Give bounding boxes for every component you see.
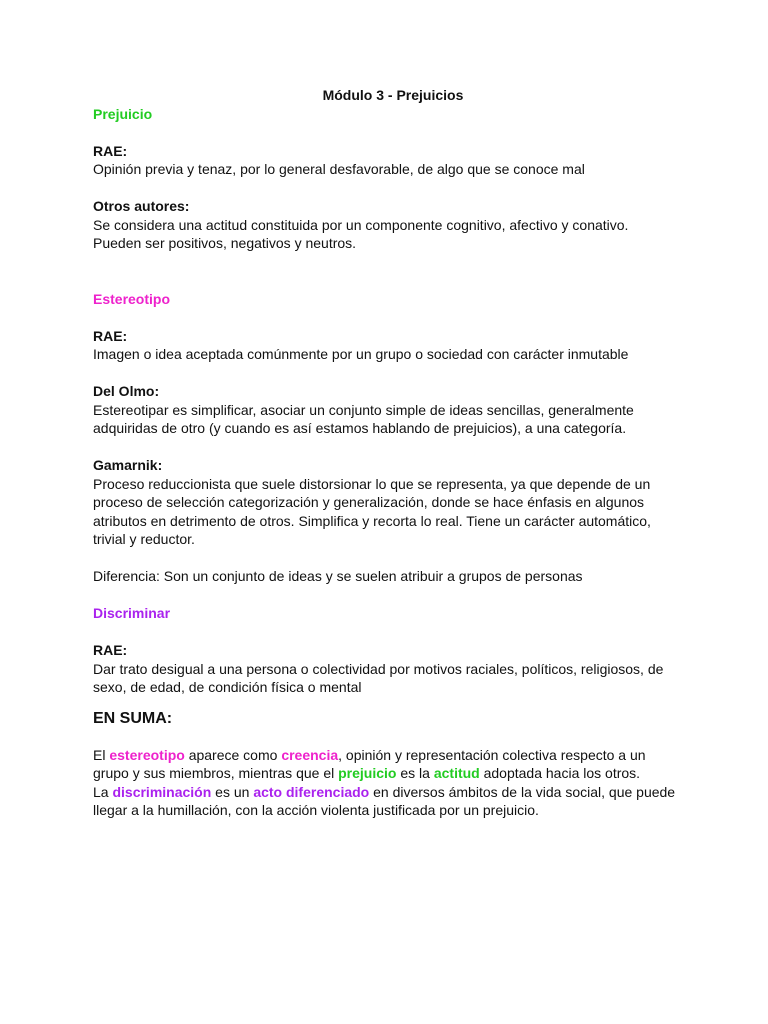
suma-line: La discriminación es un acto diferenciado en diversos ámbitos de la vida social, que puede: [93, 783, 676, 800]
estereotipo-olmo-line: Estereotipar es simplificar, asociar un conjunto simple de ideas sencillas, generalmente: [93, 401, 634, 418]
kw-acto-diferenciado: acto diferenciado: [253, 783, 370, 800]
heading-prejuicio: Prejuicio: [93, 105, 153, 122]
discriminar-rae-line: Dar trato desigual a una persona o colectividad por motivos raciales, políticos, religiosos, de: [93, 660, 664, 677]
kw-creencia: creencia: [281, 746, 339, 763]
discriminar-rae-label: RAE:: [93, 642, 128, 658]
estereotipo-olmo-label: Del Olmo:: [93, 383, 160, 399]
discriminar-rae-line: sexo, de edad, de condición física o mental: [93, 679, 362, 695]
estereotipo-gamarnik-line: trivial y reductor.: [93, 531, 195, 547]
estereotipo-rae-label: RAE:: [93, 327, 128, 344]
document-body: [93, 86, 693, 820]
heading-discriminar: Discriminar: [93, 605, 171, 621]
prejuicio-rae-text: Opinión previa y tenaz, por lo general desfavorable, de algo que se conoce mal: [93, 161, 585, 177]
estereotipo-olmo-line: adquiridas de otro (y cuando es así estamos hablando de prejuicios), a una categoría.: [93, 420, 627, 436]
kw-discriminacion: discriminación: [112, 783, 212, 800]
estereotipo-gamarnik-line: atributos en detrimento de otros. Simplifica y recorta lo real. Tiene un carácter automático,: [93, 512, 651, 529]
prejuicio-otros-label: Otros autores:: [93, 198, 190, 214]
estereotipo-gamarnik-label: Gamarnik:: [93, 457, 163, 473]
estereotipo-diferencia: Diferencia: Son un conjunto de ideas y se suelen atribuir a grupos de personas: [93, 568, 583, 584]
prejuicio-otros-line: Se considera una actitud constituida por un componente cognitivo, afectivo y conativo.: [93, 216, 629, 233]
suma-line: grupo y sus miembros, mientras que el prejuicio es la actitud adoptada hacia los otros.: [93, 765, 641, 781]
kw-prejuicio: prejuicio: [338, 765, 397, 781]
prejuicio-otros-line: Pueden ser positivos, negativos y neutros.: [93, 235, 357, 251]
heading-estereotipo: Estereotipo: [93, 290, 171, 307]
page-title: Módulo 3 - Prejuicios: [322, 87, 464, 103]
estereotipo-rae-text: Imagen o idea aceptada comúnmente por un grupo o sociedad con carácter inmutable: [93, 346, 629, 362]
heading-en-suma: EN SUMA:: [93, 709, 173, 727]
estereotipo-gamarnik-line: proceso de selección categorización y generalización, donde se hace énfasis en algunos: [93, 494, 645, 510]
kw-actitud: actitud: [433, 765, 480, 781]
estereotipo-gamarnik-line: Proceso reduccionista que suele distorsionar lo que se representa, ya que depende de un: [93, 475, 651, 492]
kw-estereotipo: estereotipo: [109, 746, 185, 763]
suma-line: El estereotipo aparece como creencia, opinión y representación colectiva respecto a un: [93, 746, 646, 763]
suma-line: llegar a la humillación, con la acción violenta justificada por un prejuicio.: [93, 802, 539, 818]
prejuicio-rae-label: RAE:: [93, 142, 128, 159]
